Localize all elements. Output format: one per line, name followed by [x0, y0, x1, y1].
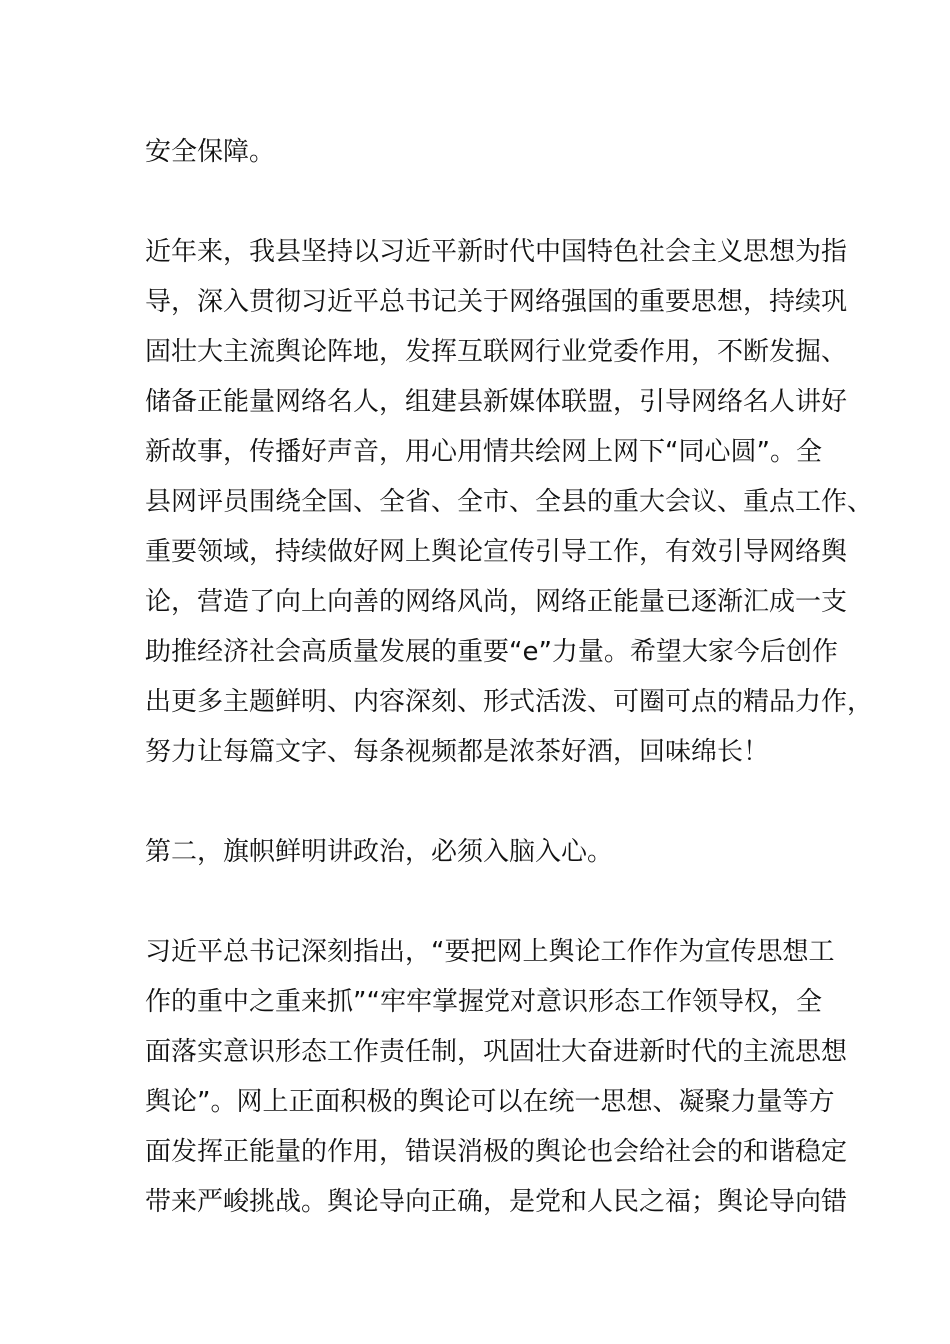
- text-line: 新故事，传播好声音，用心用情共绘网上网下“同心圆”。全: [145, 437, 822, 467]
- text-line: 储备正能量网络名人，组建县新媒体联盟，引导网络名人讲好: [145, 387, 848, 417]
- text-line: 近年来，我县坚持以习近平新时代中国特色社会主义思想为指: [145, 237, 848, 267]
- text-line: 县网评员围绕全国、全省、全市、全县的重大会议、重点工作、: [145, 487, 874, 517]
- text-line: 作的重中之重来抓”“牢牢掌握党对意识形态工作领导权，全: [145, 987, 822, 1017]
- text-line: 习近平总书记深刻指出，“要把网上舆论工作作为宣传思想工: [145, 937, 835, 967]
- section-heading: 第二，旗帜鲜明讲政治，必须入脑入心。: [145, 837, 614, 867]
- text-line: 固壮大主流舆论阵地，发挥互联网行业党委作用，不断发掘、: [145, 337, 848, 367]
- text-line: 带来严峻挑战。舆论导向正确，是党和人民之福；舆论导向错: [145, 1187, 848, 1217]
- text-line: 论，营造了向上向善的网络风尚，网络正能量已逐渐汇成一支: [145, 587, 848, 617]
- text-line: 面落实意识形态工作责任制，巩固壮大奋进新时代的主流思想: [145, 1037, 848, 1067]
- text-line: 面发挥正能量的作用，错误消极的舆论也会给社会的和谐稳定: [145, 1137, 848, 1167]
- text-line: 努力让每篇文字、每条视频都是浓茶好酒，回味绵长！: [145, 737, 770, 767]
- text-line: 出更多主题鲜明、内容深刻、形式活泼、可圈可点的精品力作，: [145, 687, 874, 717]
- text-line: 舆论”。网上正面积极的舆论可以在统一思想、凝聚力量等方: [145, 1087, 835, 1117]
- text-line: 安全保障。: [145, 137, 276, 167]
- text-line: 重要领域，持续做好网上舆论宣传引导工作，有效引导网络舆: [145, 537, 848, 567]
- text-line: 导，深入贯彻习近平总书记关于网络强国的重要思想，持续巩: [145, 287, 848, 317]
- text-line: 助推经济社会高质量发展的重要“e”力量。希望大家今后创作: [145, 637, 838, 667]
